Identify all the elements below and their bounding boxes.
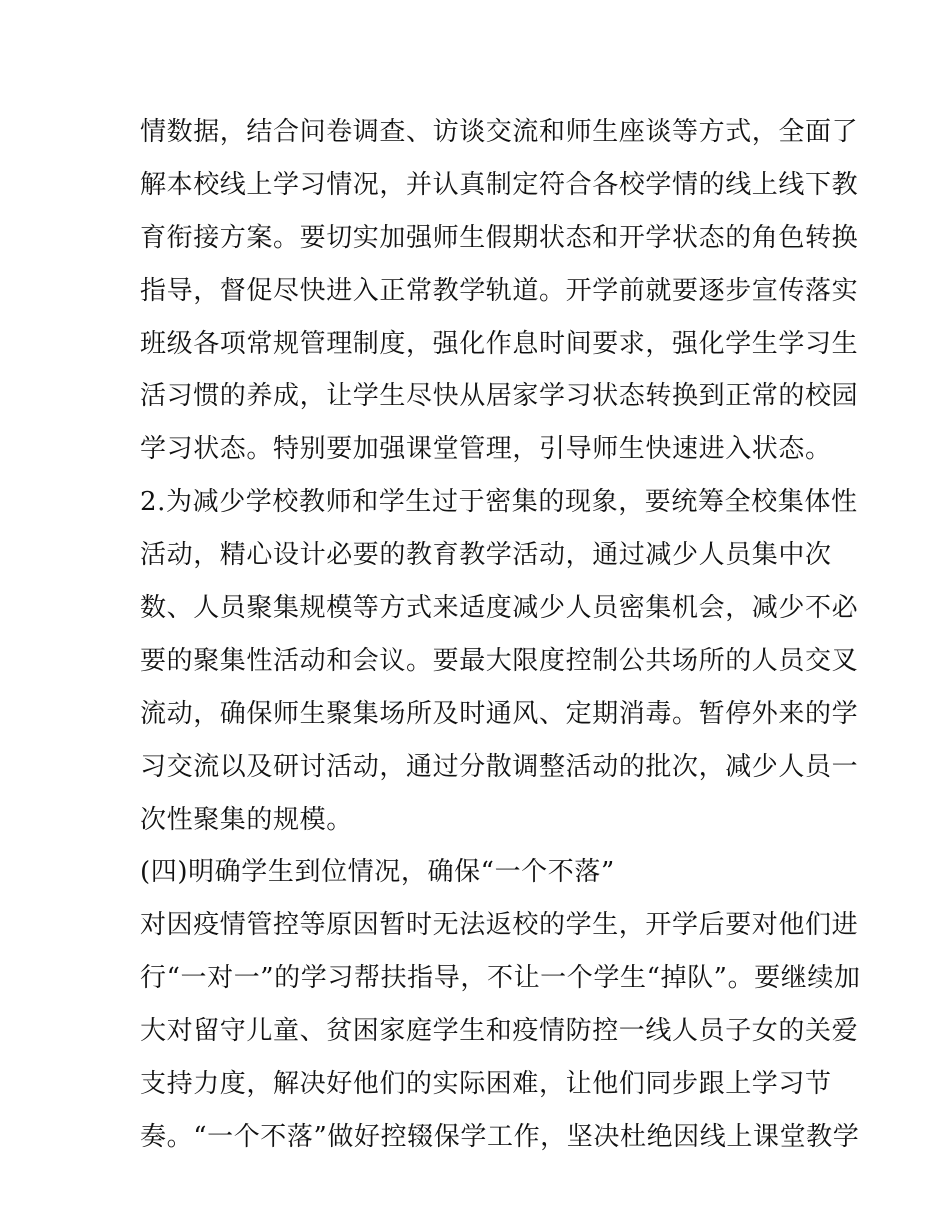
text-line: 要的聚集性活动和会议。要最大限度控制公共场所的人员交叉 — [140, 645, 859, 676]
text-line: 育衔接方案。要切实加强师生假期状态和开学状态的角色转换 — [140, 222, 859, 253]
text-line: 学习状态。特别要加强课堂管理，引导师生快速进入状态。 — [140, 434, 832, 465]
text-line: 次性聚集的规模。 — [140, 804, 353, 835]
text-line: 班级各项常规管理制度，强化作息时间要求，强化学生学习生 — [140, 328, 859, 359]
text-line: 支持力度，解决好他们的实际困难，让他们同步跟上学习节 — [140, 1069, 832, 1100]
text-line: 对因疫情管控等原因暂时无法返校的学生，开学后要对他们进 — [140, 910, 859, 941]
section-heading: (四)明确学生到位情况，确保“一个不落” — [140, 857, 615, 888]
text-line: 流动，确保师生聚集场所及时通风、定期消毒。暂停外来的学 — [140, 698, 859, 729]
text-line: 活习惯的养成，让学生尽快从居家学习状态转换到正常的校园 — [140, 381, 859, 412]
text-line: 数、人员聚集规模等方式来适度减少人员密集机会，减少不必 — [140, 593, 859, 624]
text-line: 习交流以及研讨活动，通过分散调整活动的批次，减少人员一 — [140, 751, 859, 782]
text-line: 2.为减少学校教师和学生过于密集的现象，要统筹全校集体性 — [140, 487, 858, 518]
text-line: 解本校线上学习情况，并认真制定符合各校学情的线上线下教 — [140, 169, 859, 200]
text-line: 情数据，结合问卷调查、访谈交流和师生座谈等方式，全面了 — [140, 117, 859, 147]
text-line: 奏。“一个不落”做好控辍保学工作，坚决杜绝因线上课堂教学 — [140, 1121, 860, 1152]
text-line: 活动，精心设计必要的教育教学活动，通过减少人员集中次 — [140, 540, 832, 571]
document-body — [140, 106, 861, 1164]
text-line: 行“一对一”的学习帮扶指导，不让一个学生“掉队”。要继续加 — [140, 963, 861, 994]
text-line: 指导，督促尽快进入正常教学轨道。开学前就要逐步宣传落实 — [140, 275, 859, 306]
text-line: 大对留守儿童、贫困家庭学生和疫情防控一线人员子女的关爱 — [140, 1016, 859, 1047]
